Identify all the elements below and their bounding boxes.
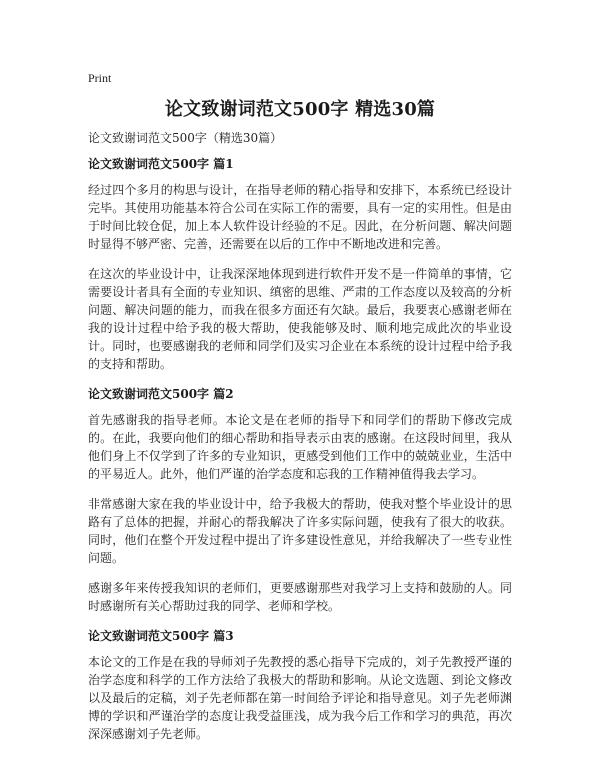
page-title: 论文致谢词范文500字 精选30篇: [164, 99, 436, 120]
document-subtitle: 论文致谢词范文500字（精选30篇）: [88, 131, 283, 145]
paragraph: 经过四个多月的构思与设计，在指导老师的精心指导和安排下，本系统已经设计完毕。其使用功能基本符合公司在实际工作的需要，具有一定的实用性。但是由于时间比较仓促，加上本人软件设计经验的不足。因此，在分析问题、解决问题时显得不够严密、完善，还需要在以后的工作中不断地改进和完善。: [88, 183, 512, 251]
print-label[interactable]: Print: [88, 71, 112, 85]
paragraph: 本论文的工作是在我的导师刘子先教授的悉心指导下完成的，刘子先教授严谨的治学态度和科学的工作方法给了我极大的帮助和影响。从论文选题、到论文修改以及最后的定稿，刘子先老师都在第一时间给予评论和指导意见。刘子先老师渊博的学识和严谨治学的态度让我受益匪浅，成为我今后工作和学习的典范，再次深深感谢刘子先老师。: [88, 655, 512, 741]
section-1: [88, 155, 512, 373]
section-heading: 论文致谢词范文500字 篇1: [88, 157, 234, 171]
paragraph: 非常感谢大家在我的毕业设计中，给予我极大的帮助，使我对整个毕业设计的思路有了总体的把握，并耐心的帮我解决了许多实际问题，使我有了很大的收获。同时，他们在整个开发过程中提出了许多建设性意见，并给我解决了一些专业性问题。: [88, 497, 512, 565]
section-heading: 论文致谢词范文500字 篇2: [88, 387, 234, 401]
section-3: [88, 627, 512, 743]
paragraph: 首先感谢我的指导老师。本论文是在老师的指导下和同学们的帮助下修改完成的。在此，我要向他们的细心帮助和指导表示由衷的感谢。在这段时间里，我从他们身上不仅学到了许多的专业知识，更感受到他们工作中的兢兢业业，生活中的平易近人。此外，他们严谨的治学态度和忘我的工作精神值得我去学习。: [88, 413, 512, 481]
paragraph: 在这次的毕业设计中，让我深深地体现到进行软件开发不是一件简单的事情，它需要设计者具有全面的专业知识、缜密的思维、严肃的工作态度以及较高的分析问题、解决问题的能力，而我在很多方面还有欠缺。最后，我要衷心感谢老师在我的设计过程中给予我的极大帮助，使我能够及时、顺利地完成此次的毕业设计。同时，也要感谢我的老师和同学们及实习企业在本系统的设计过程中给予我的支持和帮助。: [88, 267, 512, 371]
section-2: [88, 385, 512, 615]
section-heading: 论文致谢词范文500字 篇3: [88, 629, 234, 643]
paragraph: 感谢多年来传授我知识的老师们，更要感谢那些对我学习上支持和鼓励的人。同时感谢所有关心帮助过我的同学、老师和学校。: [88, 581, 512, 613]
